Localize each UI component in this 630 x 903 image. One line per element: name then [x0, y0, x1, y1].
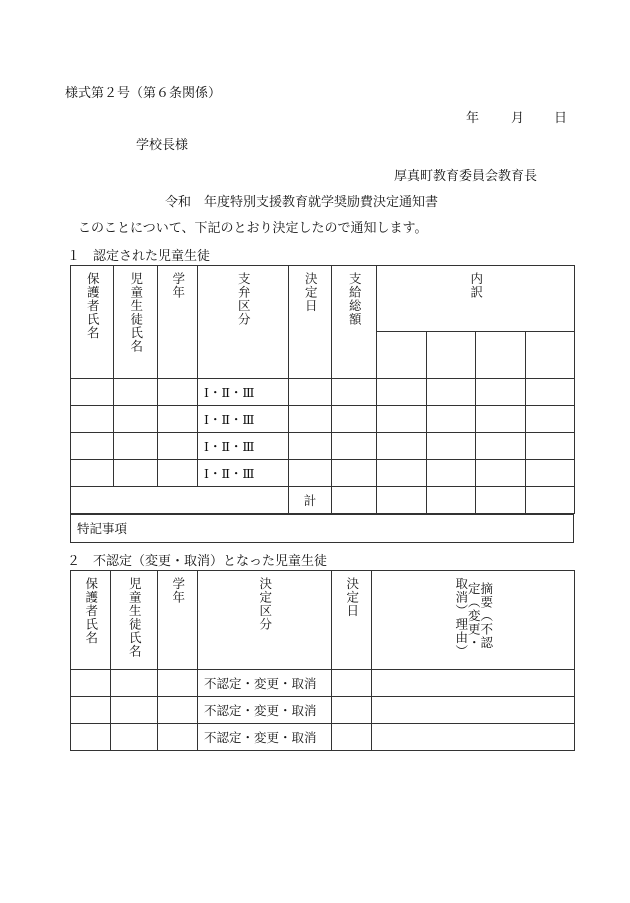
decision-category-cell: 不認定・変更・取消: [198, 724, 332, 751]
date-day-label: 日: [554, 111, 568, 126]
student-name-header: 児童生徒氏名: [114, 266, 158, 379]
decision-category-header: 決定区分: [198, 571, 332, 670]
breakdown-subheader: [476, 332, 526, 379]
decision-date-header: 決定日: [289, 266, 332, 379]
approved-students-table: [70, 265, 575, 514]
table-row: [71, 724, 575, 751]
guardian-name-header: 保護者氏名: [71, 266, 114, 379]
student-name-header: 児童生徒氏名: [111, 571, 158, 670]
document-title: 令和 年度特別支援教育就学奨励費決定通知書: [165, 195, 439, 210]
breakdown-header: 内訳: [377, 266, 575, 332]
table-row: [71, 460, 575, 487]
payment-category-cell: Ⅰ・Ⅱ・Ⅲ: [198, 379, 289, 406]
grade-header: 学年: [158, 571, 198, 670]
decision-date-header: 決定日: [332, 571, 372, 670]
sum-label: 計: [289, 487, 332, 514]
table-row: [71, 697, 575, 724]
rejected-students-table: [70, 570, 575, 751]
table-row: [71, 433, 575, 460]
form-number: 様式第２号（第６条関係）: [65, 86, 222, 101]
payment-category-cell: Ⅰ・Ⅱ・Ⅲ: [198, 406, 289, 433]
sum-row: [71, 487, 575, 514]
payment-category-header: 支弁区分: [198, 266, 289, 379]
table-row: [71, 670, 575, 697]
decision-category-cell: 不認定・変更・取消: [198, 697, 332, 724]
breakdown-subheader: [526, 332, 575, 379]
breakdown-subheader: [427, 332, 476, 379]
special-notes-label: 特記事項: [71, 515, 574, 543]
table-row: [71, 379, 575, 406]
section1-heading: １ 認定された児童生徒: [67, 249, 211, 264]
payment-category-cell: Ⅰ・Ⅱ・Ⅲ: [198, 460, 289, 487]
date-year-label: 年: [466, 111, 480, 126]
grade-header: 学年: [158, 266, 198, 379]
intro-text: このことについて、下記のとおり決定したので通知します。: [78, 221, 428, 236]
guardian-name-header: 保護者氏名: [71, 571, 111, 670]
table-row: [71, 406, 575, 433]
section2-heading: ２ 不認定（変更・取消）となった児童生徒: [67, 554, 328, 569]
total-amount-header: 支給総額: [332, 266, 377, 379]
addressee: 学校長様: [136, 138, 189, 153]
special-notes-box: [70, 514, 574, 543]
payment-category-cell: Ⅰ・Ⅱ・Ⅲ: [198, 433, 289, 460]
remarks-header: 摘要（不認定（変更・取消）理由）: [372, 571, 575, 670]
issuer: 厚真町教育委員会教育長: [394, 169, 538, 184]
decision-category-cell: 不認定・変更・取消: [198, 670, 332, 697]
date-month-label: 月: [511, 111, 525, 126]
breakdown-subheader: [377, 332, 427, 379]
